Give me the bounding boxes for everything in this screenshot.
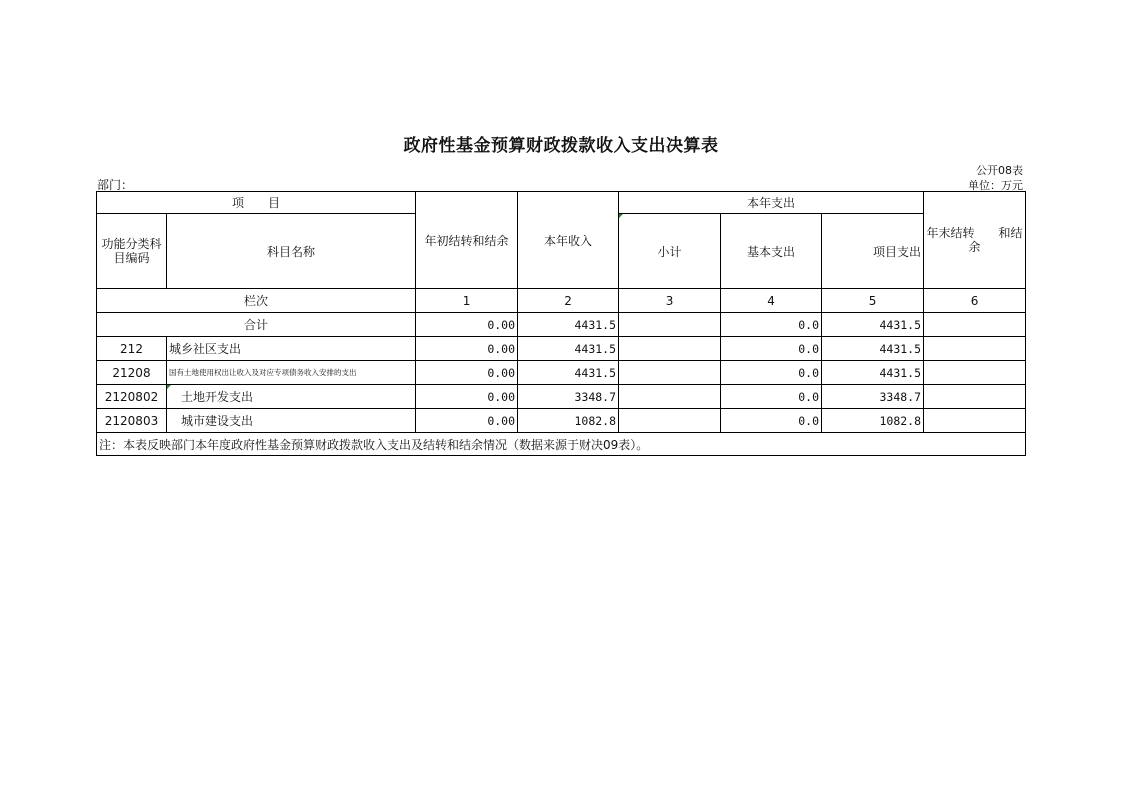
cell-project: 3348.7 xyxy=(822,385,924,409)
row-code: 212 xyxy=(97,337,167,361)
header-code: 功能分类科目编码 xyxy=(97,214,167,289)
column-number-6: 6 xyxy=(924,289,1026,313)
header-subtotal: 小计 xyxy=(619,214,721,289)
cell-project: 4431.5 xyxy=(822,361,924,385)
cell-closing xyxy=(924,385,1026,409)
cell-subtotal xyxy=(619,361,721,385)
cell-income: 4431.5 xyxy=(518,337,619,361)
cell-project: 4431.5 xyxy=(822,337,924,361)
header-opening-balance: 年初结转和结余 xyxy=(416,192,518,289)
column-number-5: 5 xyxy=(822,289,924,313)
cell-opening: 0.00 xyxy=(416,361,518,385)
cell-subtotal xyxy=(619,409,721,433)
cell-opening: 0.00 xyxy=(416,409,518,433)
cell-closing xyxy=(924,409,1026,433)
cell-subtotal xyxy=(619,385,721,409)
header-current-expense: 本年支出 xyxy=(619,192,924,214)
cell-basic: 0.0 xyxy=(721,385,822,409)
header-current-income: 本年收入 xyxy=(518,192,619,289)
column-number-label: 栏次 xyxy=(97,289,416,313)
cell-subtotal xyxy=(619,313,721,337)
row-name: 合计 xyxy=(97,313,416,337)
column-number-2: 2 xyxy=(518,289,619,313)
table-row xyxy=(97,361,1026,385)
header-closing-balance: 年末结转 和结余 xyxy=(924,192,1026,289)
form-code: 公开08表 xyxy=(976,164,1023,177)
cell-closing xyxy=(924,337,1026,361)
cell-income: 4431.5 xyxy=(518,313,619,337)
row-name: 国有土地使用权出让收入及对应专项债务收入安排的支出 xyxy=(167,361,416,385)
cell-opening: 0.00 xyxy=(416,313,518,337)
cell-opening: 0.00 xyxy=(416,337,518,361)
column-number-3: 3 xyxy=(619,289,721,313)
cell-income: 3348.7 xyxy=(518,385,619,409)
cell-basic: 0.0 xyxy=(721,361,822,385)
row-name: 城乡社区支出 xyxy=(167,337,416,361)
header-item-group: 项 目 xyxy=(97,192,416,214)
cell-subtotal xyxy=(619,337,721,361)
header-basic-expense: 基本支出 xyxy=(721,214,822,289)
cell-income: 4431.5 xyxy=(518,361,619,385)
cell-project: 4431.5 xyxy=(822,313,924,337)
table-row xyxy=(97,337,1026,361)
table-row xyxy=(97,385,1026,409)
column-number-1: 1 xyxy=(416,289,518,313)
table-row xyxy=(97,313,1026,337)
row-code: 2120803 xyxy=(97,409,167,433)
column-number-4: 4 xyxy=(721,289,822,313)
cell-basic: 0.0 xyxy=(721,409,822,433)
cell-closing xyxy=(924,361,1026,385)
row-name: 城市建设支出 xyxy=(167,409,416,433)
report-table xyxy=(96,191,1026,456)
table-note: 注：本表反映部门本年度政府性基金预算财政拨款收入支出及结转和结余情况（数据来源于财决09表）。 xyxy=(97,433,1026,456)
report-title: 政府性基金预算财政拨款收入支出决算表 xyxy=(403,136,719,156)
cell-project: 1082.8 xyxy=(822,409,924,433)
header-name: 科目名称 xyxy=(167,214,416,289)
table-row xyxy=(97,409,1026,433)
row-name: 土地开发支出 xyxy=(167,385,416,409)
cell-opening: 0.00 xyxy=(416,385,518,409)
unit-label: 单位：万元 xyxy=(968,179,1023,192)
cell-closing xyxy=(924,313,1026,337)
header-project-expense: 项目支出 xyxy=(822,214,924,289)
department-label: 部门： xyxy=(97,178,134,192)
row-code: 21208 xyxy=(97,361,167,385)
cell-income: 1082.8 xyxy=(518,409,619,433)
cell-basic: 0.0 xyxy=(721,337,822,361)
row-code: 2120802 xyxy=(97,385,167,409)
cell-basic: 0.0 xyxy=(721,313,822,337)
